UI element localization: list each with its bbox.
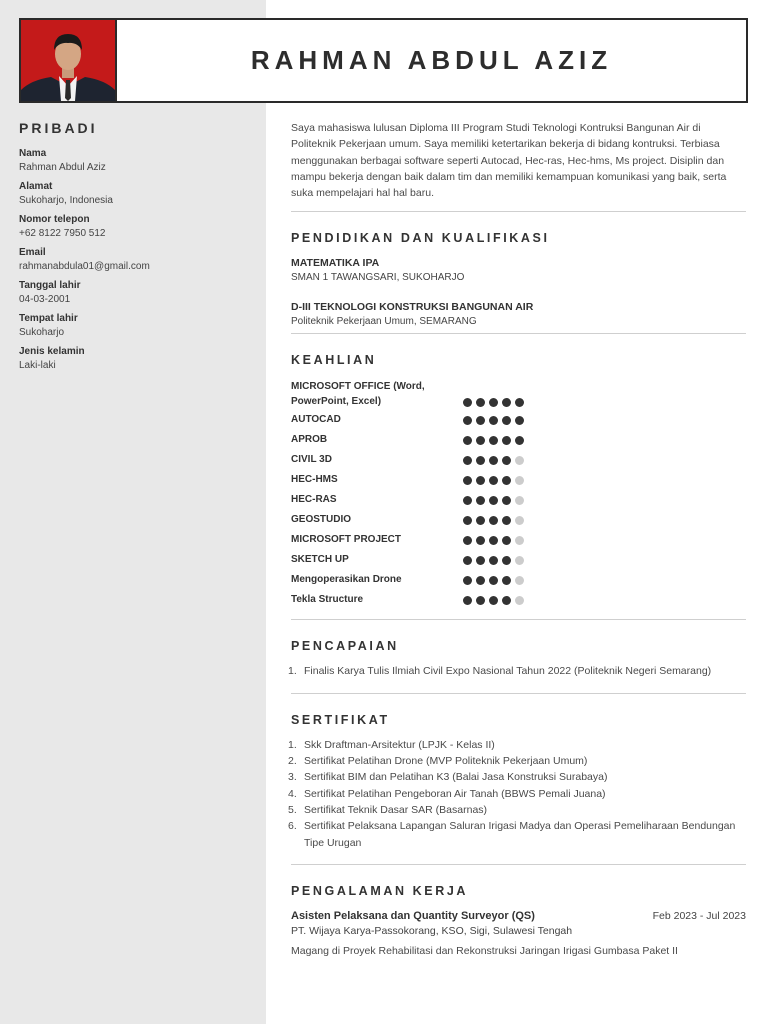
skill-row	[291, 512, 746, 527]
personal-value: +62 8122 7950 512	[19, 228, 106, 239]
experience-heading: PENGALAMAN KERJA	[291, 883, 469, 898]
personal-value: 04-03-2001	[19, 294, 71, 305]
rating-dot-filled	[515, 416, 524, 425]
personal-label: Tempat lahir	[19, 313, 78, 324]
skill-name: CIVIL 3D	[291, 454, 332, 466]
rating-dot-filled	[489, 436, 498, 445]
rating-dot-filled	[476, 516, 485, 525]
rating-dot-empty	[515, 456, 524, 465]
rating-dot-filled	[489, 576, 498, 585]
skill-rating	[463, 398, 528, 407]
rating-dot-filled	[502, 536, 511, 545]
certificate-text: Sertifikat BIM dan Pelatihan K3 (Balai Jasa Konstruksi Surabaya)	[304, 771, 608, 784]
rating-dot-empty	[515, 556, 524, 565]
rating-dot-filled	[463, 456, 472, 465]
rating-dot-filled	[476, 596, 485, 605]
rating-dot-filled	[463, 398, 472, 407]
skills-list	[291, 379, 746, 607]
experience-item	[291, 910, 746, 957]
rating-dot-filled	[463, 476, 472, 485]
experience-header	[291, 910, 746, 922]
personal-label: Jenis kelamin	[19, 346, 85, 357]
education-item	[291, 301, 746, 327]
personal-value: Sukoharjo, Indonesia	[19, 195, 113, 206]
skill-name: HEC-HMS	[291, 474, 338, 486]
rating-dot-filled	[476, 476, 485, 485]
personal-label: Email	[19, 247, 46, 258]
skill-name: Tekla Structure	[291, 594, 364, 606]
resume-header	[19, 18, 748, 103]
skill-row	[291, 379, 746, 409]
education-institution: Politeknik Pekerjaan Umum, SEMARANG	[291, 316, 477, 328]
rating-dot-filled	[489, 476, 498, 485]
skill-rating	[463, 556, 528, 565]
rating-dot-filled	[489, 398, 498, 407]
skill-rating	[463, 436, 528, 445]
rating-dot-empty	[515, 496, 524, 505]
section-divider	[291, 211, 746, 212]
section-divider	[291, 693, 746, 694]
skill-name: APROB	[291, 434, 328, 446]
skill-name: MICROSOFT PROJECT	[291, 534, 402, 546]
personal-item-email	[19, 246, 259, 274]
personal-label: Tanggal lahir	[19, 280, 81, 291]
job-date: Feb 2023 - Jul 2023	[652, 909, 746, 922]
skill-rating	[463, 476, 528, 485]
list-item: 5. Sertifikat Teknik Dasar SAR (Basarnas)	[288, 803, 488, 816]
rating-dot-filled	[489, 456, 498, 465]
rating-dot-filled	[476, 556, 485, 565]
skill-name: HEC-RAS	[291, 494, 337, 506]
personal-value: rahmanabdula01@gmail.com	[19, 261, 150, 272]
personal-heading: PRIBADI	[19, 120, 98, 136]
rating-dot-filled	[502, 596, 511, 605]
rating-dot-filled	[476, 456, 485, 465]
rating-dot-empty	[515, 576, 524, 585]
skill-name: GEOSTUDIO	[291, 514, 352, 526]
achievement-text: Finalis Karya Tulis Ilmiah Civil Expo Nasional Tahun 2022 (Politeknik Negeri Semarang)	[304, 665, 712, 678]
rating-dot-filled	[489, 516, 498, 525]
certificate-text: Sertifikat Pelaksana Lapangan Saluran Irigasi Madya dan Operasi Pemeliharaan Bendungan Tipe Urugan	[304, 820, 736, 849]
rating-dot-filled	[502, 398, 511, 407]
rating-dot-filled	[476, 536, 485, 545]
skill-row	[291, 472, 746, 487]
rating-dot-empty	[515, 596, 524, 605]
full-name-title: RAHMAN ABDUL AZIZ	[250, 45, 613, 75]
rating-dot-filled	[502, 516, 511, 525]
skills-heading: KEAHLIAN	[291, 353, 377, 368]
list-item: 1. Finalis Karya Tulis Ilmiah Civil Expo Nasional Tahun 2022 (Politeknik Negeri Semarang)	[288, 665, 712, 678]
rating-dot-filled	[463, 596, 472, 605]
rating-dot-empty	[515, 536, 524, 545]
rating-dot-filled	[489, 556, 498, 565]
rating-dot-filled	[489, 536, 498, 545]
personal-value: Sukoharjo	[19, 327, 65, 338]
list-item: 2. Sertifikat Pelatihan Drone (MVP Politeknik Pekerjaan Umum)	[288, 755, 588, 768]
skill-rating	[463, 516, 528, 525]
personal-item-birthdate	[19, 279, 259, 307]
personal-item-address	[19, 180, 259, 208]
personal-item-name	[19, 147, 259, 175]
rating-dot-filled	[463, 496, 472, 505]
section-divider	[291, 333, 746, 334]
rating-dot-filled	[463, 416, 472, 425]
rating-dot-empty	[515, 476, 524, 485]
personal-info-list	[19, 147, 259, 378]
rating-dot-filled	[502, 576, 511, 585]
rating-dot-filled	[489, 596, 498, 605]
skill-name: Mengoperasikan Drone	[291, 574, 402, 586]
skill-name: AUTOCAD	[291, 414, 341, 426]
rating-dot-filled	[476, 398, 485, 407]
rating-dot-filled	[515, 436, 524, 445]
education-institution: SMAN 1 TAWANGSARI, SUKOHARJO	[291, 272, 465, 284]
certificates-list	[288, 737, 746, 851]
profile-summary: Saya mahasiswa lulusan Diploma III Program Studi Teknologi Kontruksi Bangunan Air di Politeknik Pekerjaan umum. Saya memiliki ketertarikan bekerja di bidang kontruksi. Terbiasa menggunakan berbagai software seperti Autocad, Hec-ras, Hec-hms, Ms project. Disiplin dan mampu bekerja dengan baik dalam tim dan memiliki kemampuan komunikasi yang baik, serta suka mempelajari hal hal baru.	[291, 122, 727, 200]
certificates-heading: SERTIFIKAT	[291, 712, 390, 727]
rating-dot-filled	[502, 416, 511, 425]
skill-name: MICROSOFT OFFICE (Word, PowerPoint, Excel)	[291, 381, 425, 408]
rating-dot-filled	[502, 476, 511, 485]
rating-dot-filled	[463, 516, 472, 525]
skill-rating	[463, 536, 528, 545]
rating-dot-filled	[476, 436, 485, 445]
skill-rating	[463, 416, 528, 425]
skill-row	[291, 552, 746, 567]
personal-item-phone	[19, 213, 259, 241]
rating-dot-filled	[463, 576, 472, 585]
job-title: Asisten Pelaksana dan Quantity Surveyor (QS)	[291, 909, 535, 922]
rating-dot-filled	[489, 416, 498, 425]
section-divider	[291, 619, 746, 620]
education-title: MATEMATIKA IPA	[291, 257, 380, 270]
job-description: Magang di Proyek Rehabilitasi dan Rekonstruksi Jaringan Irigasi Gumbasa Paket II	[291, 944, 678, 957]
education-title: D-III TEKNOLOGI KONSTRUKSI BANGUNAN AIR	[291, 301, 534, 314]
rating-dot-filled	[515, 398, 524, 407]
list-item: 3. Sertifikat BIM dan Pelatihan K3 (Balai Jasa Konstruksi Surabaya)	[288, 771, 608, 784]
list-item: 6. Sertifikat Pelaksana Lapangan Saluran Irigasi Madya dan Operasi Pemeliharaan Bendungan Tipe Urugan	[288, 820, 736, 849]
skill-name: SKETCH UP	[291, 554, 349, 566]
personal-label: Nama	[19, 148, 47, 159]
skill-row	[291, 452, 746, 467]
certificate-text: Sertifikat Pelatihan Pengeboran Air Tanah (BBWS Pemali Juana)	[304, 787, 606, 800]
rating-dot-filled	[502, 456, 511, 465]
personal-label: Nomor telepon	[19, 214, 90, 225]
list-item: 4. Sertifikat Pelatihan Pengeboran Air Tanah (BBWS Pemali Juana)	[288, 787, 606, 800]
rating-dot-filled	[476, 416, 485, 425]
rating-dot-filled	[463, 556, 472, 565]
personal-item-birthplace	[19, 312, 259, 340]
rating-dot-filled	[489, 496, 498, 505]
skill-row	[291, 492, 746, 507]
education-item	[291, 257, 746, 283]
skill-row	[291, 592, 746, 607]
personal-value: Rahman Abdul Aziz	[19, 162, 106, 173]
job-company: PT. Wijaya Karya-Passokorang, KSO, Sigi, Sulawesi Tengah	[291, 924, 573, 937]
section-divider	[291, 864, 746, 865]
achievements-list	[288, 663, 746, 679]
rating-dot-filled	[463, 536, 472, 545]
main-content	[288, 120, 746, 957]
certificate-text: Skk Draftman-Arsitektur (LPJK - Kelas II)	[304, 738, 495, 751]
rating-dot-filled	[476, 576, 485, 585]
rating-dot-filled	[502, 436, 511, 445]
profile-photo	[21, 20, 117, 101]
skill-row	[291, 432, 746, 447]
education-heading: PENDIDIKAN DAN KUALIFIKASI	[291, 231, 550, 246]
personal-value: Laki-laki	[19, 360, 56, 371]
certificate-text: Sertifikat Teknik Dasar SAR (Basarnas)	[304, 803, 488, 816]
skill-row	[291, 572, 746, 587]
certificate-text: Sertifikat Pelatihan Drone (MVP Politeknik Pekerjaan Umum)	[304, 755, 588, 768]
rating-dot-empty	[515, 516, 524, 525]
list-item: 1. Skk Draftman-Arsitektur (LPJK - Kelas II)	[288, 738, 495, 751]
skill-row	[291, 532, 746, 547]
skill-row	[291, 412, 746, 427]
rating-dot-filled	[502, 496, 511, 505]
skill-rating	[463, 576, 528, 585]
skill-rating	[463, 496, 528, 505]
rating-dot-filled	[476, 496, 485, 505]
skill-rating	[463, 596, 528, 605]
personal-item-gender	[19, 345, 259, 373]
skill-rating	[463, 456, 528, 465]
rating-dot-filled	[463, 436, 472, 445]
rating-dot-filled	[502, 556, 511, 565]
personal-label: Alamat	[19, 181, 53, 192]
achievements-heading: PENCAPAIAN	[291, 639, 399, 654]
